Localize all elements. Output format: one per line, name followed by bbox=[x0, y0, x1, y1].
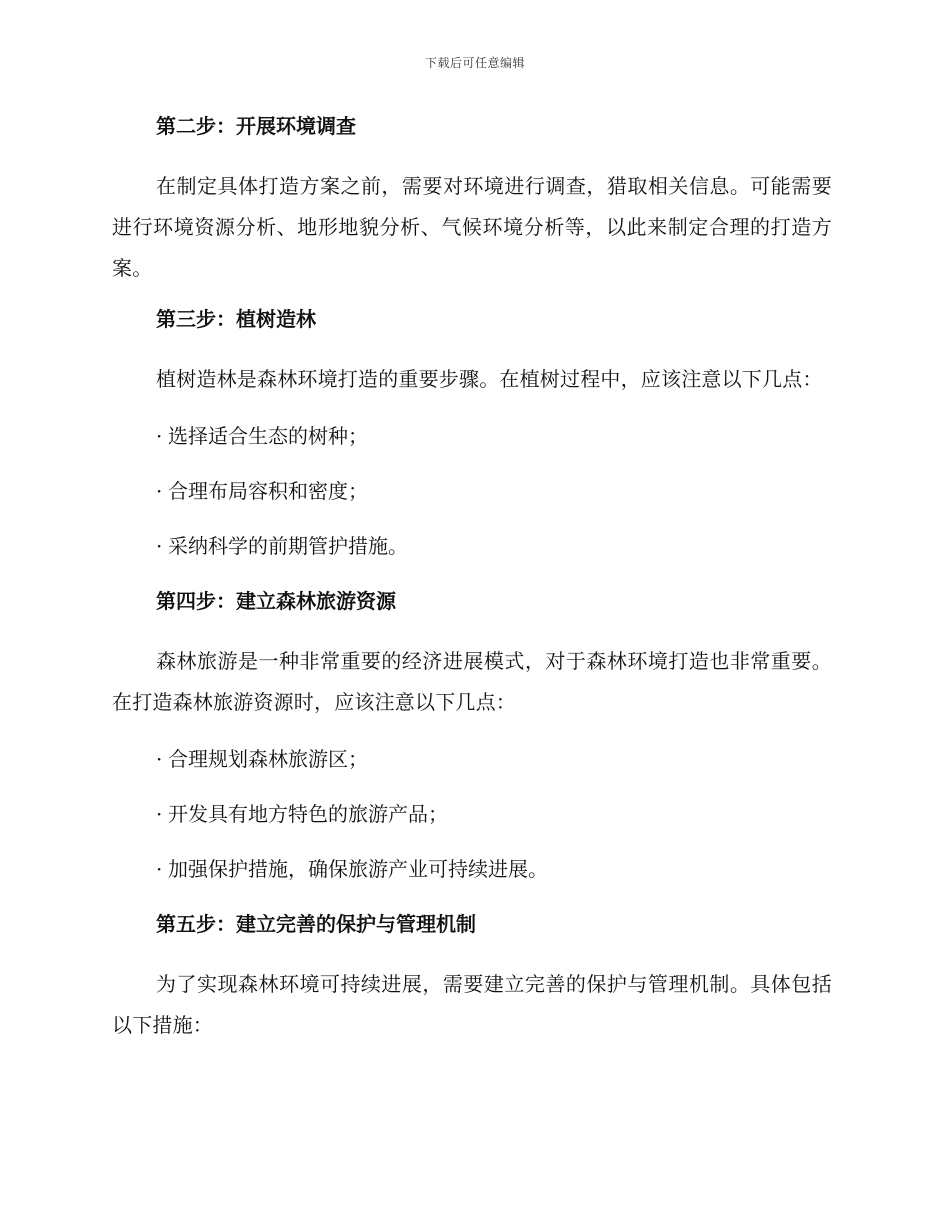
list-item bbox=[112, 530, 832, 562]
bullet-icon: · bbox=[156, 424, 163, 448]
list-item-text: 合理规划森林旅游区； bbox=[168, 747, 368, 771]
section-heading-step4: 第四步：建立森林旅游资源 bbox=[156, 589, 396, 613]
list-item-text: 开发具有地方特色的旅游产品； bbox=[168, 802, 448, 826]
bullet-icon: · bbox=[156, 802, 163, 826]
section-heading-step5: 第五步：建立完善的保护与管理机制 bbox=[156, 912, 476, 936]
list-item bbox=[112, 798, 832, 830]
list-item bbox=[112, 420, 832, 452]
list-item bbox=[112, 475, 832, 507]
list-item-text: 选择适合生态的树种； bbox=[168, 424, 368, 448]
page-header: 下载后可任意编辑 bbox=[424, 56, 525, 70]
bullet-icon: · bbox=[156, 534, 163, 558]
paragraph-step2: 在制定具体打造方案之前，需要对环境进行调查，猎取相关信息。可能需要进行环境资源分析、地形地貌分析、气候环境分析等，以此来制定合理的打造方案。 bbox=[112, 174, 832, 280]
bullet-icon: · bbox=[156, 857, 163, 881]
list-item-text: 合理布局容积和密度； bbox=[168, 479, 368, 503]
bullet-icon: · bbox=[156, 747, 163, 771]
list-item-text: 采纳科学的前期管护措施。 bbox=[168, 534, 408, 558]
section-heading-step2: 第二步：开展环境调查 bbox=[156, 114, 356, 138]
bullet-icon: · bbox=[156, 479, 163, 503]
list-item bbox=[112, 743, 832, 775]
section-heading-step3: 第三步：植树造林 bbox=[156, 307, 316, 331]
document-body bbox=[112, 110, 832, 1060]
list-item bbox=[112, 853, 832, 885]
paragraph-step4: 森林旅游是一种非常重要的经济进展模式，对于森林环境打造也非常重要。在打造森林旅游资源时，应该注意以下几点： bbox=[112, 649, 832, 714]
paragraph-step3: 植树造林是森林环境打造的重要步骤。在植树过程中，应该注意以下几点： bbox=[156, 367, 823, 391]
list-item-text: 加强保护措施，确保旅游产业可持续进展。 bbox=[168, 857, 548, 881]
paragraph-step5: 为了实现森林环境可持续进展，需要建立完善的保护与管理机制。具体包括以下措施： bbox=[112, 972, 832, 1037]
